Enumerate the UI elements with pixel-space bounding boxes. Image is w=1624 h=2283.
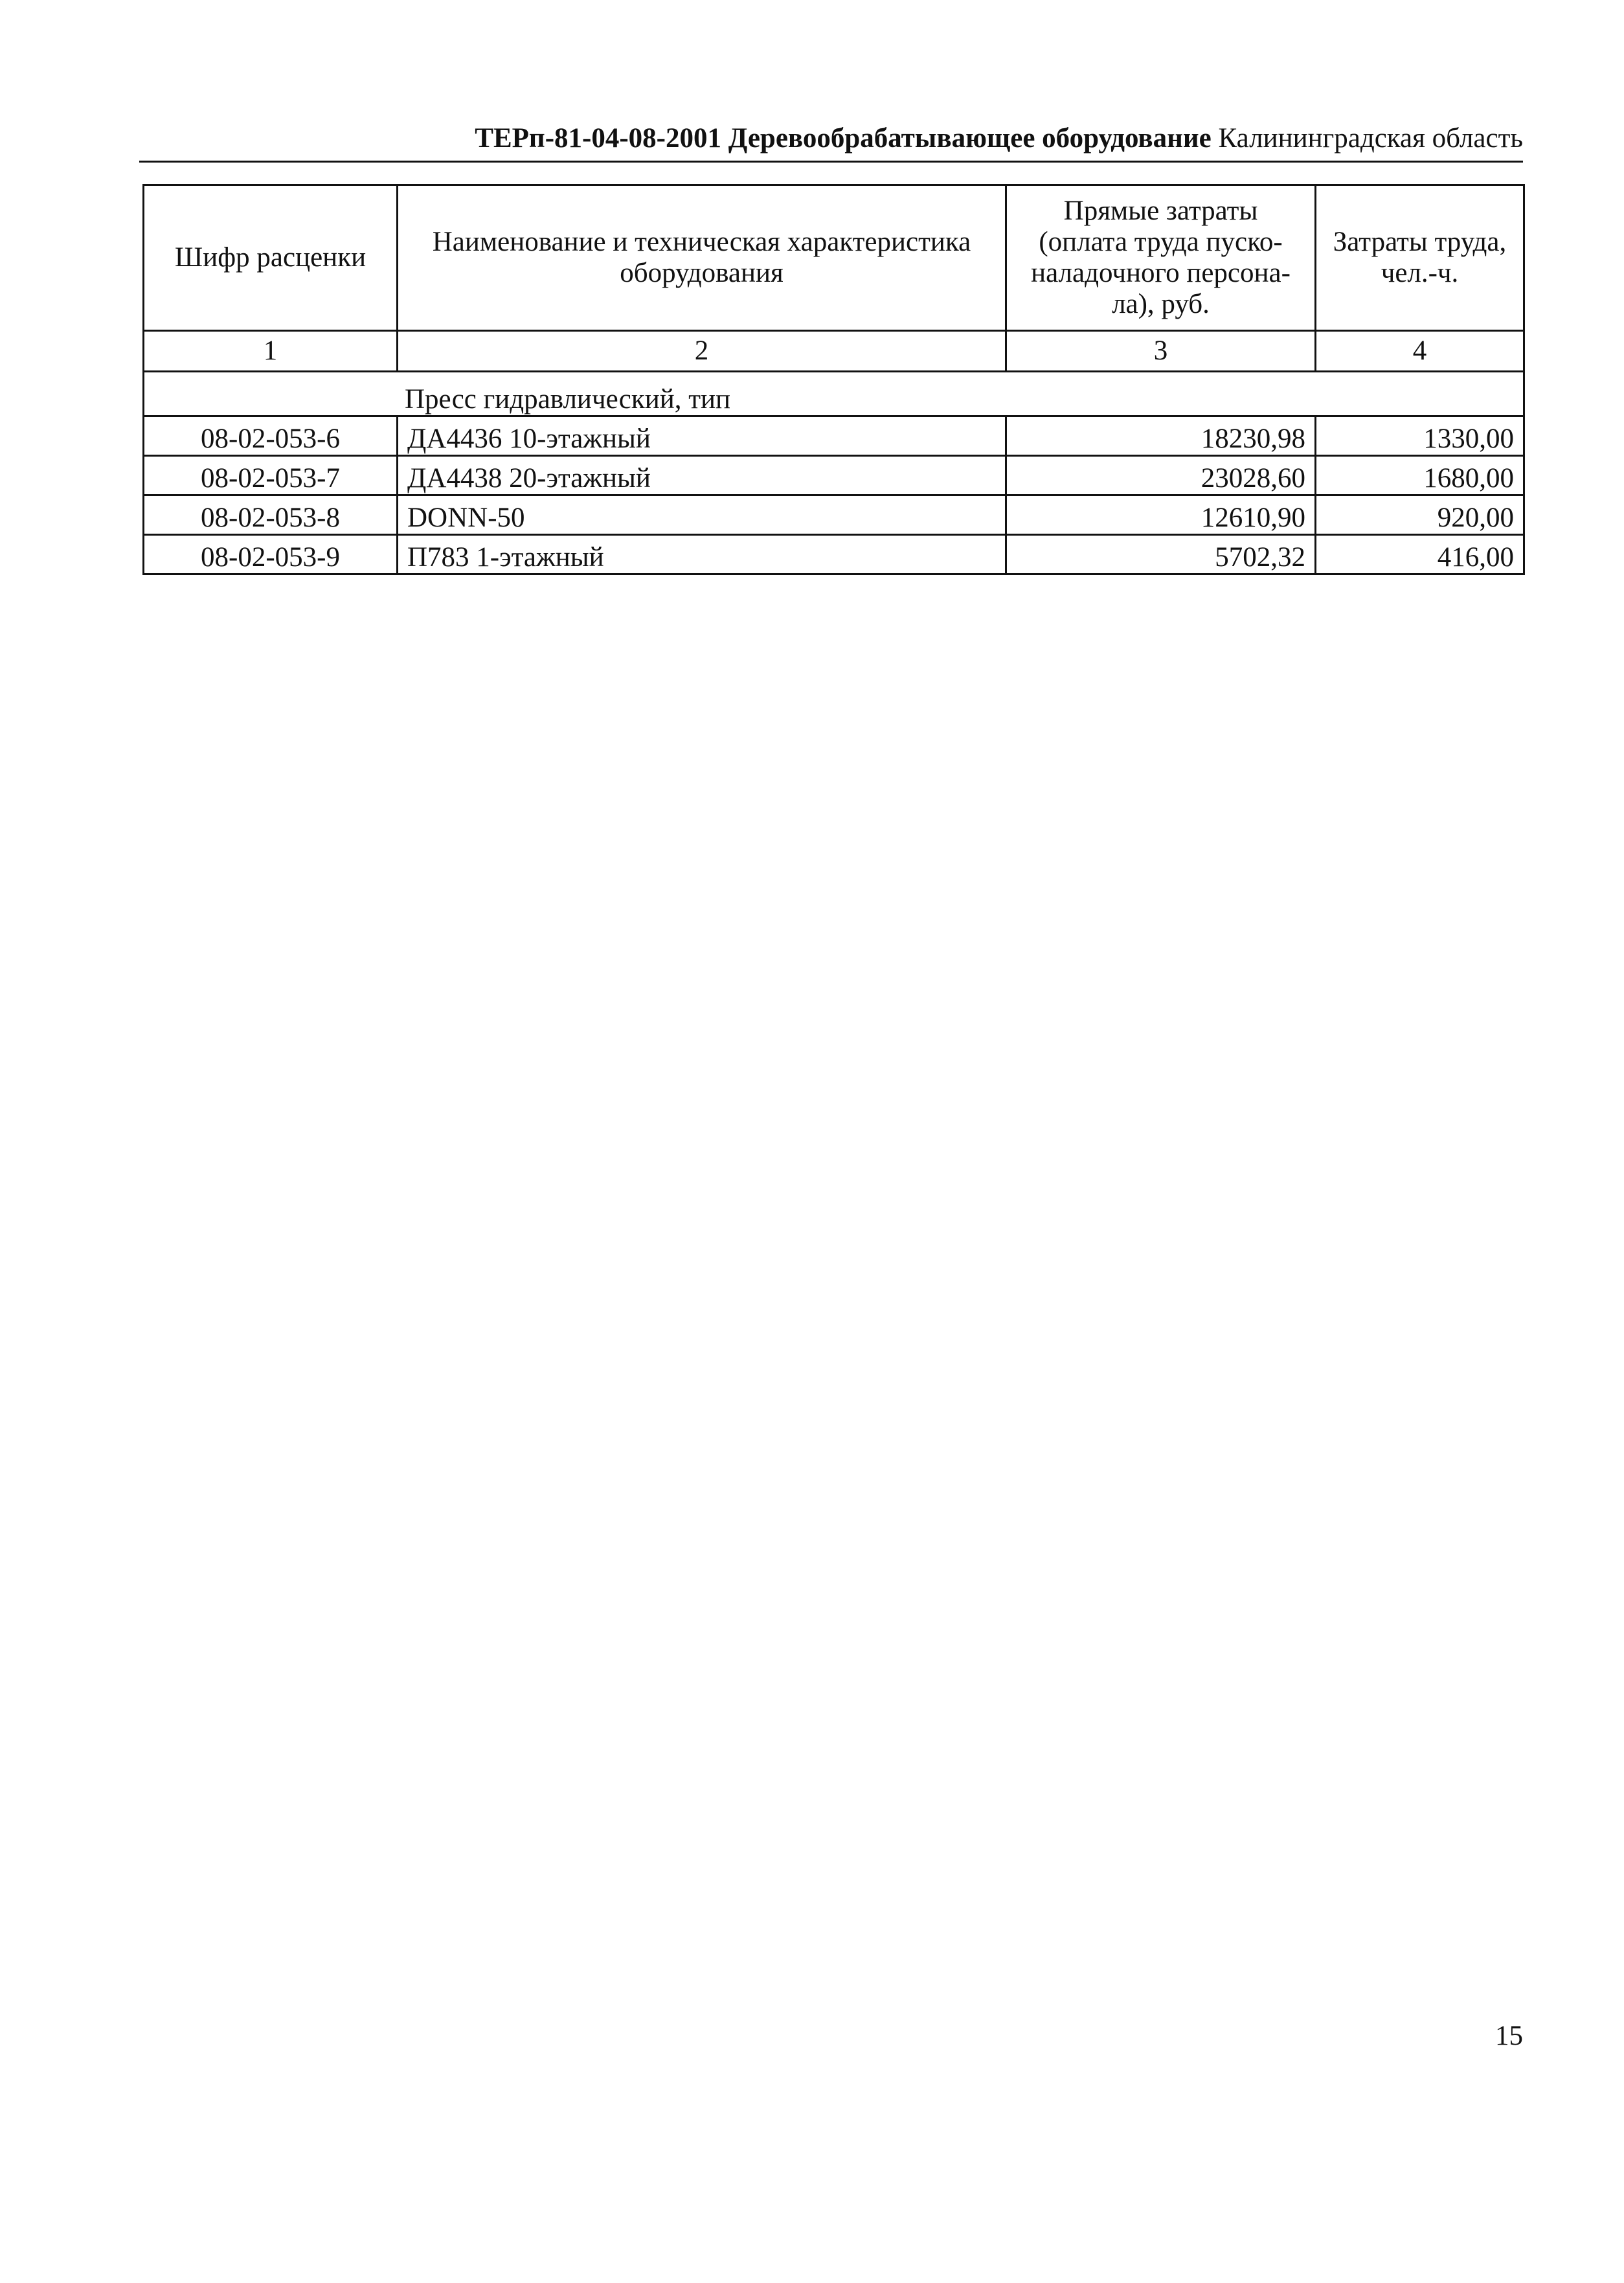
equipment-name: DONN-50 bbox=[398, 495, 1006, 535]
labor-cost: 920,00 bbox=[1316, 495, 1524, 535]
column-header-code: Шифр расценки bbox=[144, 185, 398, 331]
column-number-row bbox=[144, 331, 1524, 372]
table-row bbox=[144, 416, 1524, 456]
column-header-direct-cost: Прямые затраты (оплата труда пуско-наладочного персона-ла), руб. bbox=[1006, 185, 1316, 331]
rate-code: 08-02-053-6 bbox=[144, 416, 398, 456]
rate-code: 08-02-053-7 bbox=[144, 456, 398, 495]
equipment-name: П783 1-этажный bbox=[398, 535, 1006, 574]
column-number: 1 bbox=[144, 331, 398, 372]
labor-cost: 1330,00 bbox=[1316, 416, 1524, 456]
rate-code: 08-02-053-9 bbox=[144, 535, 398, 574]
table-row bbox=[144, 535, 1524, 574]
equipment-name: ДА4436 10-этажный bbox=[398, 416, 1006, 456]
equipment-name: ДА4438 20-этажный bbox=[398, 456, 1006, 495]
group-row bbox=[144, 372, 1524, 416]
table-row bbox=[144, 495, 1524, 535]
document-code: ТЕРп-81-04-08-2001 bbox=[475, 123, 721, 153]
rate-code: 08-02-053-8 bbox=[144, 495, 398, 535]
group-title-cell bbox=[144, 372, 1524, 416]
direct-cost: 12610,90 bbox=[1006, 495, 1316, 535]
direct-cost: 23028,60 bbox=[1006, 456, 1316, 495]
page-number: 15 bbox=[1495, 2021, 1523, 2051]
table-row bbox=[144, 456, 1524, 495]
column-header-labor: Затраты труда, чел.-ч. bbox=[1316, 185, 1524, 331]
document-category: Деревообрабатывающее оборудование bbox=[728, 123, 1212, 153]
direct-cost: 5702,32 bbox=[1006, 535, 1316, 574]
page-header bbox=[139, 117, 1523, 163]
column-number: 2 bbox=[398, 331, 1006, 372]
document-region: Калининградская область bbox=[1218, 123, 1523, 153]
rates-table bbox=[142, 184, 1525, 575]
labor-cost: 1680,00 bbox=[1316, 456, 1524, 495]
labor-cost: 416,00 bbox=[1316, 535, 1524, 574]
direct-cost: 18230,98 bbox=[1006, 416, 1316, 456]
group-title: Пресс гидравлический, тип bbox=[405, 384, 731, 415]
column-header-name: Наименование и техническая характеристика оборудования bbox=[398, 185, 1006, 331]
column-number: 4 bbox=[1316, 331, 1524, 372]
column-number: 3 bbox=[1006, 331, 1316, 372]
table-header-row bbox=[144, 185, 1524, 331]
